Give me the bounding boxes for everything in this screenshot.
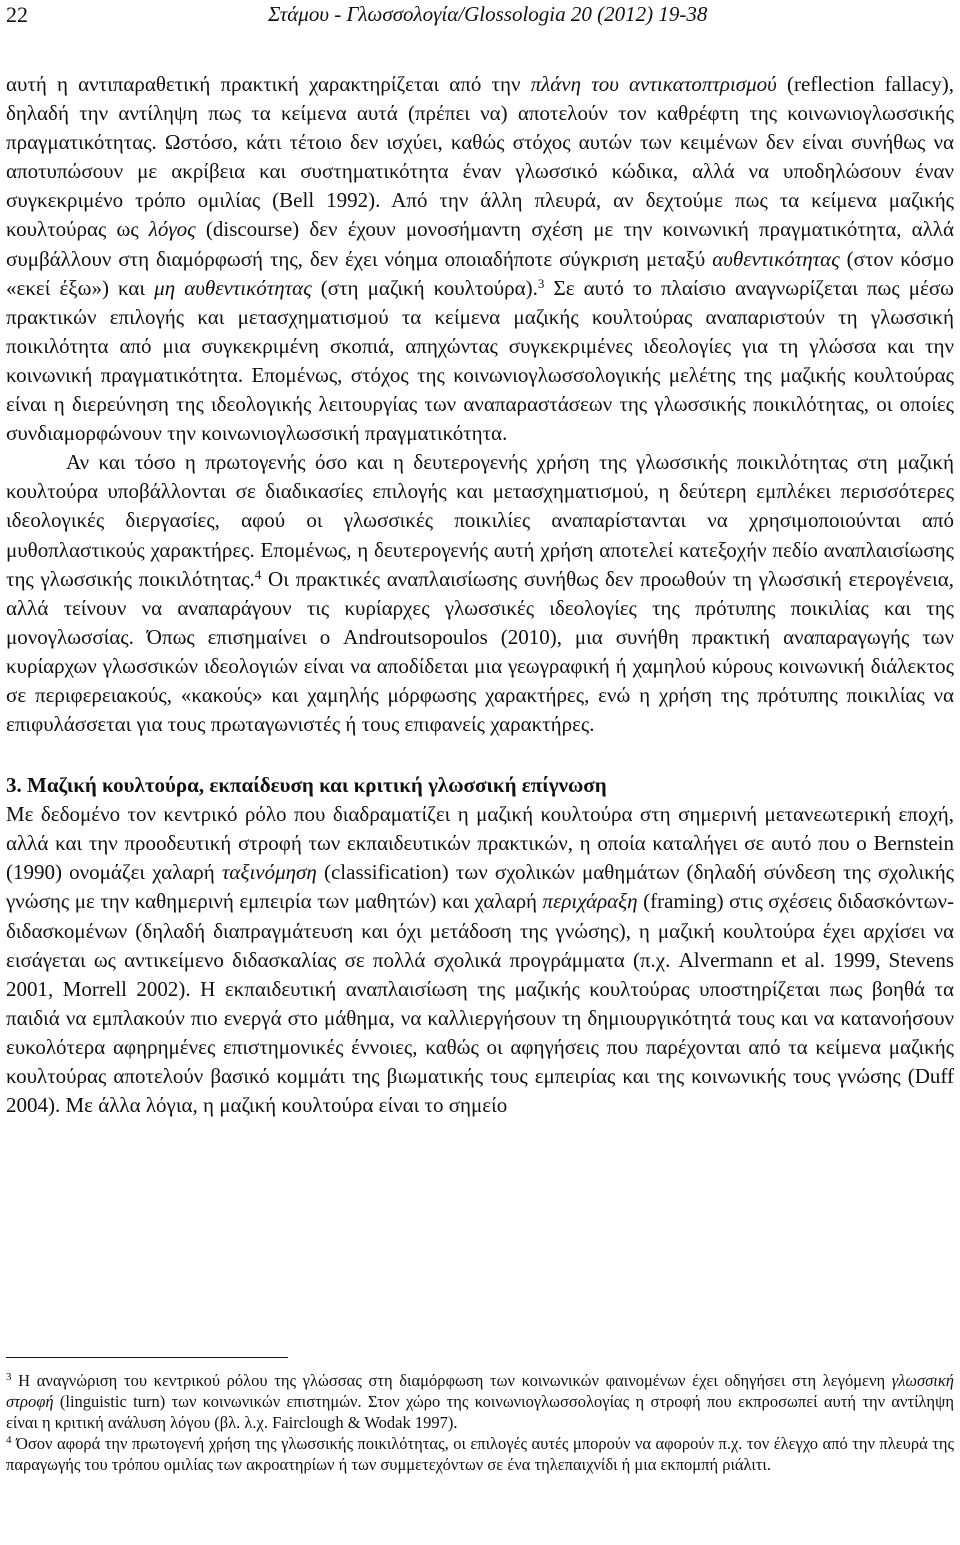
- italic-term: γλωσσική στροφή: [6, 1371, 954, 1411]
- italic-term: μη αυθεντικότητας: [154, 275, 312, 300]
- paragraph-2: [6, 448, 954, 739]
- text-run: (linguistic turn) των κοινωνικών επιστημών. Στον χώρο της κοινωνιογλωσσολογίας η στροφή που εκπροσωπεί αυτή την αντίληψη είναι η κριτική ανάλυση λόγου (βλ. λ.χ. Fairclough & Wodak 1997).: [6, 1392, 954, 1432]
- footnotes: [6, 1370, 954, 1475]
- footnote-marker-4[interactable]: 4: [254, 566, 262, 582]
- text-run: Με δεδομένο τον κεντρικό ρόλο που διαδραματίζει η μαζική κουλτούρα στη σημερινή μετανεωτερική εποχή, αλλά και την προοδευτική στροφή των εκπαιδευτικών πρακτικών, η οποία καταλήγει σε αυτό που ο Bernstein (1990) ονομάζει χαλαρή: [6, 802, 954, 885]
- section-heading: 3. Μαζική κουλτούρα, εκπαίδευση και κριτική γλωσσική επίγνωση: [6, 773, 607, 798]
- text-run: (reflection fallacy), δηλαδή την αντίληψη πως τα κείμενα αυτά (πρέπει να) αποτελούν τον καθρέφτη της κοινωνιογλωσσικής πραγματικότητας. Ωστόσο, κάτι τέτοιο δεν ισχύει, καθώς στόχος αυτών των κειμένων δεν είναι συνήθως να αποτυπώσουν με ακρίβεια και συστηματικότητα έναν γλωσσικό κώδικα, αλλά να υποδηλώσουν έναν συγκεκριμένο τρόπο ομιλίας (Bell 1992). Από την άλλη πλευρά, αν δεχτούμε πως τα κείμενα μαζικής κουλτούρας ως: [6, 72, 954, 242]
- text-run: Όσον αφορά την πρωτογενή χρήση της γλωσσικής ποικιλότητας, οι επιλογές αυτές μπορούν να αφορούν π.χ. τον έλεγχο από την πλευρά της παραγωγής του τρόπου ομιλίας των ακροατηρίων ή των συμμετεχόντων σε ένα τηλεπαιχνίδι ή μια εκπομπή ριάλιτι.: [6, 1434, 954, 1474]
- text-run: (classification) των σχολικών μαθημάτων (δηλαδή σύνδεση της σχολικής γνώσης με την καθημερινή εμπειρία των μαθητών) και χαλαρή: [6, 860, 954, 914]
- italic-term: λόγος: [148, 217, 196, 242]
- text-run: Σε αυτό το πλαίσιο αναγνωρίζεται πως μέσω πρακτικών επιλογής και μετασχηματισμού τα κείμενα μαζικής κουλτούρας αναπαριστούν τη γλωσσική ποικιλότητα από μια συγκεκριμένη σκοπιά, απηχώντας συγκεκριμένες ιδεολογίες για τη γλώσσα και την κοινωνική πραγματικότητα. Επομένως, στόχος της κοινωνιογλωσσολογικής μελέτης της μαζικής κουλτούρας είναι η διερεύνηση της ιδεολογικής λειτουργίας των αναπαραστάσεων της γλωσσικής ποικιλότητας, οι οποίες συνδιαμορφώνουν την κοινωνιογλωσσική πραγματικότητα.: [6, 275, 954, 446]
- text-run: (στη μαζική κουλτούρα).: [311, 275, 538, 300]
- footnote-3: [6, 1370, 954, 1433]
- footnote-number: 4: [6, 1434, 12, 1446]
- italic-term: αυθεντικότητας: [712, 246, 840, 271]
- text-run: αυτή η αντιπαραθετική πρακτική χαρακτηρίζεται από την: [6, 72, 531, 96]
- italic-term: πλάνη του αντικατοπτρισμού: [530, 72, 777, 96]
- running-title: Στάμου - Γλωσσολογία/Glossologia 20 (2012) 19-38: [268, 2, 708, 26]
- section-spacer: [6, 739, 954, 771]
- footnote-marker-3[interactable]: 3: [537, 275, 545, 291]
- running-header: [6, 2, 954, 32]
- text-run: (στον κόσμο «εκεί έξω») και: [6, 246, 955, 300]
- page-number: 22: [6, 2, 28, 27]
- paragraph-3: [6, 800, 954, 1120]
- italic-term: περιχάραξη: [542, 889, 638, 914]
- text-run: (framing) στις σχέσεις διδασκόντων-διδασκομένων (δηλαδή διαπραγμάτευση και όχι μετάδοση της γνώσης), η μαζική κουλτούρα έχει αρχίσει να εισάγεται ως αντικείμενο διδασκαλίας σε πολλά σχολικά προγράμματα (π.χ. Alvermann et al. 1999, Stevens 2001, Morrell 2002). Η εκπαιδευτική αναπλαισίωση της μαζικής κουλτούρας υποστηρίζεται πως βοηθά τα παιδιά να εμπλακούν πιο ενεργά στο μάθημα, να καλλιεργήσουν τη δημιουργικότητά τους και να κατανοήσουν ευκολότερα αφηρημένες επιστημονικές έννοιες, καθώς οι αφηγήσεις που παρέχονται από τα κείμενα μαζικής κουλτούρας αποτελούν βασικό κομμάτι της βιωματικής τους εμπειρίας και της κοινωνικής τους γνώσης (Duff 2004). Με άλλα λόγια, η μαζική κουλτούρα είναι το σημείο: [6, 889, 954, 1118]
- italic-term: ταξινόμηση: [221, 860, 317, 885]
- text-run: Οι πρακτικές αναπλαισίωσης συνήθως δεν προωθούν τη γλωσσική ετερογένεια, αλλά τείνουν να αναπαράγουν τις κυρίαρχες γλωσσικές ιδεολογίες της πρότυπης ποικιλίας και της μονογλωσσίας. Όπως επισημαίνει ο Androutsopoulos (2010), μια συνήθη πρακτική αναπαραγωγής των κυρίαρχων γλωσσικών ιδεολογιών είναι να αποδίδεται μια γεωγραφική ή χαμηλού κύρους κοινωνική διάλεκτος σε περιφερειακούς, «κακούς» και χαμηλής μόρφωσης χαρακτήρες, ενώ η χρήση της πρότυπης ποικιλίας να επιφυλάσσεται για τους πρωταγωνιστές ή τους επιφανείς χαρακτήρες.: [6, 566, 954, 737]
- body-text: [6, 70, 954, 1120]
- paragraph-1: [6, 70, 954, 448]
- text-run: Η αναγνώριση του κεντρικού ρόλου της γλώσσας στη διαμόρφωση των κοινωνικών φαινομένων έχει οδηγήσει στη λεγόμενη: [11, 1371, 892, 1390]
- text-run: Αν και τόσο η πρωτογενής όσο και η δευτερογενής χρήση της γλωσσικής ποικιλότητας στη μαζική κουλτούρα υποβάλλονται σε διαδικασίες επιλογής και μετασχηματισμού, η δεύτερη εμπλέκει περισσότερες ιδεολογικές διεργασίες, αφού οι γλωσσικές ποικιλίες αναπαρίστανται να χρησιμοποιούνται από μυθοπλαστικούς χαρακτήρες. Επομένως, η δευτερογενής αυτή χρήση αποτελεί κατεξοχήν πεδίο αναπλαισίωσης της γλωσσικής ποικιλότητας.: [6, 450, 954, 591]
- footnote-number: 3: [6, 1371, 12, 1383]
- text-run: (discourse) δεν έχουν μονοσήμαντη σχέση με την κοινωνική πραγματικότητα, αλλά συμβάλλουν στη διαμόρφωσή της, δεν έχει νόημα οποιαδήποτε σύγκριση μεταξύ: [6, 217, 954, 271]
- footnote-4: [6, 1433, 954, 1475]
- footnote-divider: [6, 1357, 288, 1358]
